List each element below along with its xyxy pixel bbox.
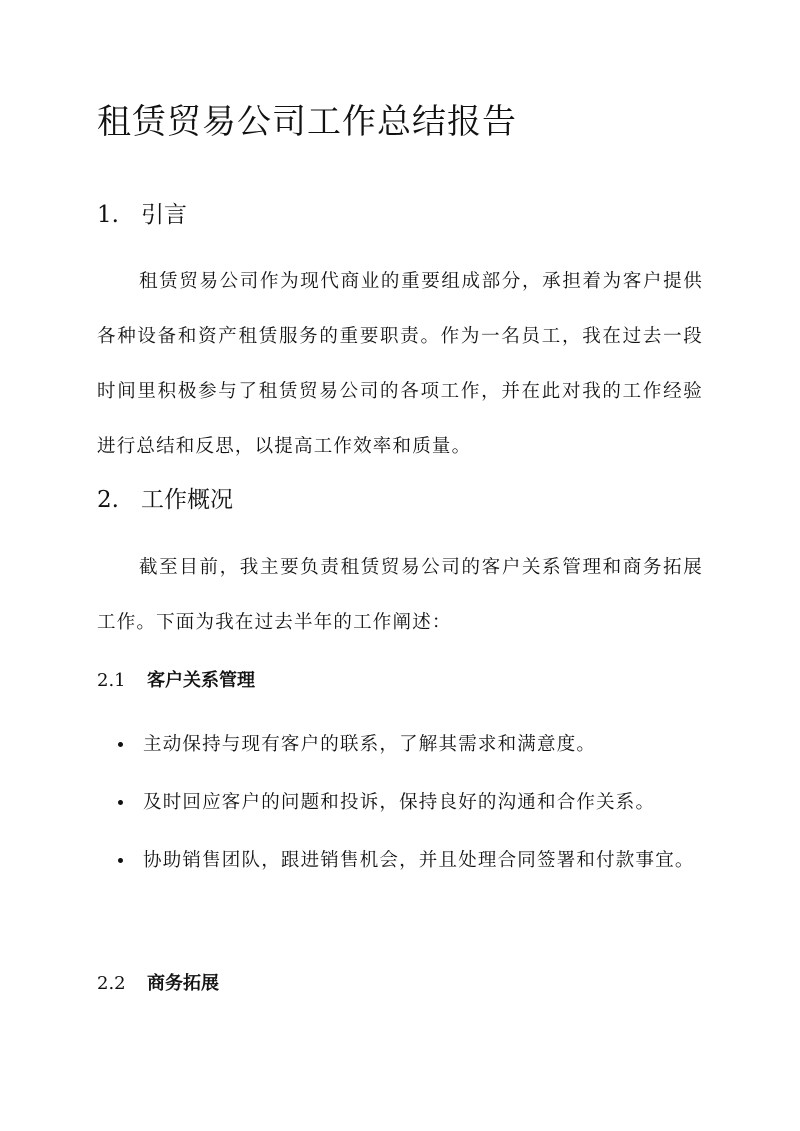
subsection-heading-business-development — [97, 969, 219, 995]
subsection-title: 客户关系管理 — [147, 670, 255, 691]
list-item — [97, 833, 703, 888]
subsection-heading-customer-relations — [97, 666, 255, 692]
list-item — [97, 717, 703, 772]
bullet-icon — [118, 742, 123, 747]
document-title: 租赁贸易公司工作总结报告 — [97, 102, 517, 142]
bullet-icon — [118, 800, 123, 805]
section-title: 工作概况 — [141, 487, 233, 513]
intro-paragraph: 租赁贸易公司作为现代商业的重要组成部分，承担着为客户提供各种设备和资产租赁服务的重要职责。作为一名员工，我在过去一段时间里积极参与了租赁贸易公司的各项工作，并在此对我的工作经验进行总结和反思，以提高工作效率和质量。 — [97, 271, 703, 457]
list-item-text: 及时回应客户的问题和投诉，保持良好的沟通和合作关系。 — [143, 792, 656, 813]
section-heading-intro — [97, 196, 187, 229]
section-number: 1. — [97, 202, 119, 228]
subsection-number: 2.2 — [97, 973, 126, 994]
list-item — [97, 775, 703, 830]
subsection-number: 2.1 — [97, 670, 126, 691]
section-title: 引言 — [141, 202, 187, 228]
list-item-text: 主动保持与现有客户的联系，了解其需求和满意度。 — [143, 734, 597, 755]
bullet-icon — [118, 858, 123, 863]
overview-paragraph: 截至目前，我主要负责租赁贸易公司的客户关系管理和商务拓展工作。下面为我在过去半年的工作阐述： — [97, 557, 703, 633]
subsection-title: 商务拓展 — [147, 973, 219, 994]
list-item-text: 协助销售团队，跟进销售机会，并且处理合同签署和付款事宜。 — [143, 850, 695, 871]
customer-relations-list — [97, 717, 703, 891]
section-number: 2. — [97, 487, 119, 513]
section-heading-overview — [97, 481, 233, 514]
